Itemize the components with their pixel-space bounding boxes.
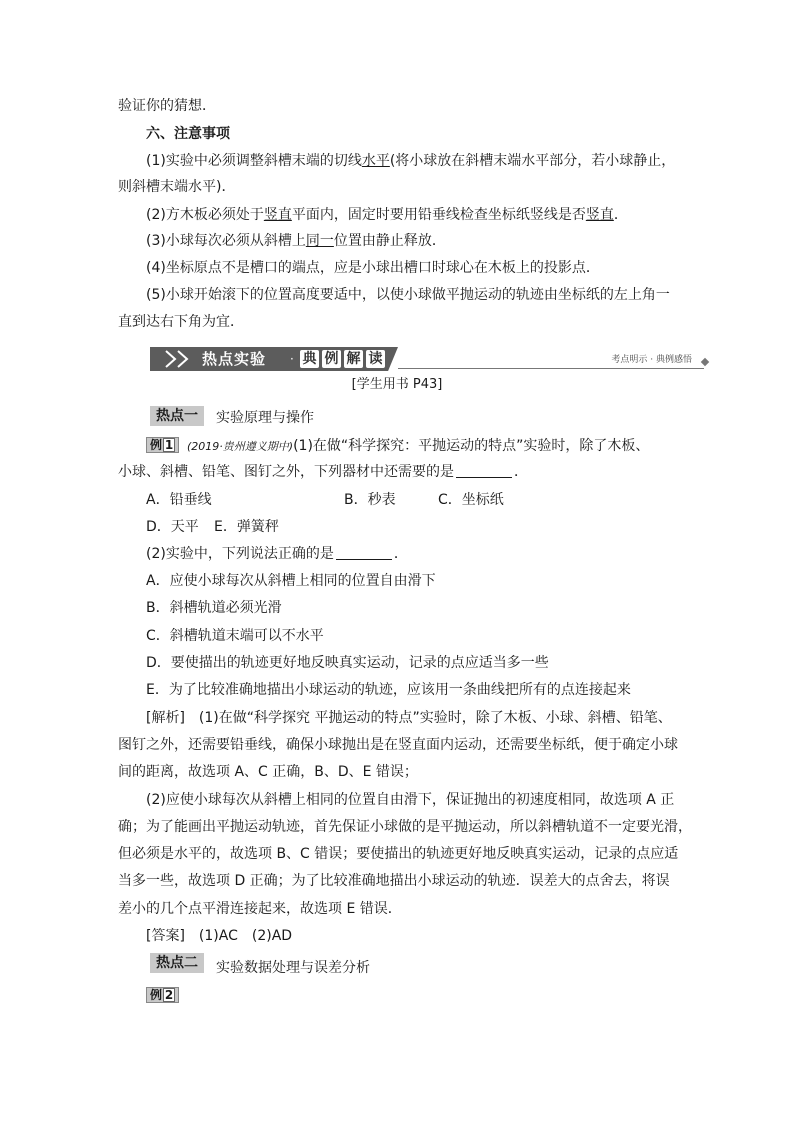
note-3 [146,231,446,251]
example-label [146,987,179,1003]
example-1-question-cont [118,462,528,482]
analysis-line: [解析] (1)在做“科学探究 平抛运动的特点”实验时，除了木板、小球、斜槽、铅笔、 [146,710,672,726]
option-d: D．天平 [146,519,199,535]
example-source: (2019·贵州遵义期中) [187,440,294,453]
analysis-line: 间的距离，故选项 A、C 正确，B、D、E 错误； [118,764,418,780]
hotspot-title: 实验数据处理与误差分析 [216,960,370,976]
example-label [146,437,179,453]
question-text: (2)实验中，下列说法正确的是 [146,546,334,562]
note-text: 平面内，固定时要用铅垂线检查坐标纸竖线是否 [291,207,586,223]
banner-rule [398,368,704,369]
analysis-line: (2)应使小球每次从斜槽上相同的位置自由滑下，保证抛出的初速度相同，故选项 A 正 [146,792,675,808]
note-underline: 水平 [361,153,390,169]
option-a: A．铅垂线 [146,492,212,508]
banner-right-text: 考点明示 · 典例感悟 [611,355,692,365]
banner-char: 例 [322,350,341,368]
note-5-cont: 直到达右下角为宜． [118,314,244,330]
note-text: (2)方木板必须处于 [146,207,264,223]
option-e: E．为了比较准确地描出小球运动的轨迹，应该用一条曲线把所有的点连接起来 [146,682,631,698]
analysis-line: 差小的几个点平滑连接起来，故选项 E 错误． [118,901,402,917]
answer-blank [336,545,392,560]
note-text: (将小球放在斜槽末端水平部分，若小球静止， [389,153,676,169]
option-b: B．斜槽轨道必须光滑 [146,600,282,616]
section-heading: 六、注意事项 [146,126,230,142]
example-label-number: 1 [164,438,174,452]
question-text: ． [393,546,408,562]
example-1-question [146,436,649,457]
note-underline: 竖直 [263,207,292,223]
note-text: ． [613,207,628,223]
note-underline: 竖直 [585,207,614,223]
note-underline: 同一 [305,233,334,249]
section-banner [150,347,710,371]
option-c: C．斜槽轨道末端可以不水平 [146,628,324,644]
note-text: (3)小球每次必须从斜槽上 [146,233,306,249]
banner-char: 解 [344,350,363,368]
example-2 [146,986,187,1006]
note-4: (4)坐标原点不是槽口的端点，应是小球出槽口时球心在木板上的投影点． [146,260,600,276]
question-text: (1)在做“科学探究：平抛运动的特点”实验时，除了木板、 [293,438,650,454]
note-1 [146,151,675,171]
option-a: A．应使小球每次从斜槽上相同的位置自由滑下 [146,573,436,589]
diamond-icon [701,358,709,366]
banner-dot: · [290,352,294,366]
note-text: 位置由静止释放． [333,233,446,249]
example-1-question-2 [146,544,408,564]
option-d: D．要使描出的轨迹更好地反映真实运动，记录的点应适当多一些 [146,655,549,671]
example-label-number: 2 [164,988,174,1002]
note-5: (5)小球开始滚下的位置高度要适中，以使小球做平抛运动的轨迹由坐标纸的左上角一 [146,287,670,303]
analysis-line: 但必须是水平的，故选项 B、C 错误；要使描出的轨迹更好地反映真实运动，记录的点应适 [118,846,679,862]
text-line: 验证你的猜想． [118,98,216,114]
note-text: (1)实验中必须调整斜槽末端的切线 [146,153,362,169]
banner-char: 读 [366,350,385,368]
question-text: 小球、斜槽、铅笔、图钉之外，下列器材中还需要的是 [118,464,454,480]
answer-blank [456,463,512,478]
chevron-right-icon [176,349,190,369]
example-label-text: 例 [150,438,163,452]
note-1-cont: 则斜槽末端水平)． [118,179,236,195]
question-text: ． [514,464,528,480]
hotspot-title: 实验原理与操作 [216,410,314,426]
analysis-line: 确；为了能画出平抛运动轨迹，首先保证小球做的是平抛运动，所以斜槽轨道不一定要光滑， [118,819,692,835]
hotspot-tag: 热点二 [150,953,204,973]
analysis-line: 当多一些，故选项 D 正确；为了比较准确地描出小球运动的轨迹．误差大的点舍去，将误 [118,873,670,889]
book-reference: [学生用书 P43] [351,377,443,392]
note-2 [146,205,628,225]
option-b: B．秒表 [344,492,396,508]
banner-title: 热点实验 [202,350,267,368]
option-e: E．弹簧秤 [214,519,279,535]
analysis-line: 图钉之外，还需要铅垂线，确保小球抛出是在竖直面内运动，还需要坐标纸，便于确定小球 [118,737,678,753]
example-label-text: 例 [150,988,163,1002]
answer-line: [答案] (1)AC (2)AD [146,928,293,944]
hotspot-tag: 热点一 [150,406,204,426]
option-c: C．坐标纸 [438,492,504,508]
banner-char: 典 [300,350,319,368]
